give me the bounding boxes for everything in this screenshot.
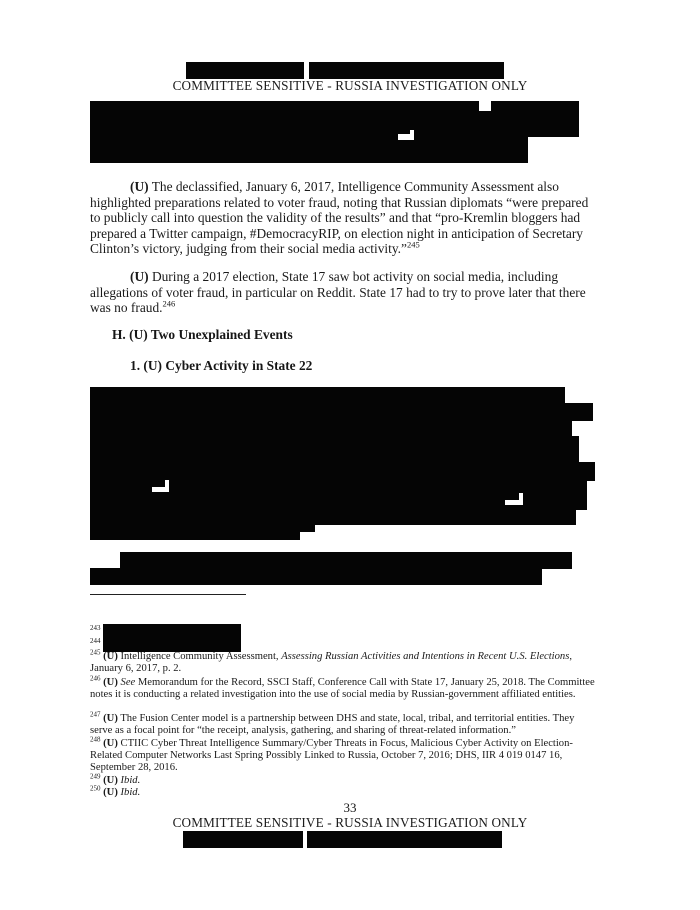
classification-marker: (U) [130, 179, 149, 194]
footnote-number: 246 [90, 674, 101, 683]
footnote-text: The Fusion Center model is a partnership between DHS and state, local, tribal, and territorial entities. They serve as a focal point for “the receipt, analysis, gathering, and sharing of threat-related information.” [90, 713, 575, 737]
redaction-block-3b [90, 568, 542, 585]
redaction-gap-mark [165, 480, 169, 488]
classification-marker: (U) [103, 651, 118, 662]
section-heading: H. (U) Two Unexplained Events [112, 327, 293, 342]
footnote-247 [90, 710, 595, 737]
redaction-block-1b [490, 101, 579, 137]
paragraph-ica [90, 179, 602, 257]
footnote-text: Intelligence Community Assessment, [117, 651, 282, 662]
redaction-block-3 [120, 552, 572, 569]
redaction-header-left [186, 62, 304, 79]
paragraph-text: The declassified, January 6, 2017, Intelligence Community Assessment also highlighted preparations related to voter fraud, noting that Russian diplomats “were prepared to publicly call into question the validity of the results” and that “pro-Kremlin bloggers had prepared a Twitter campaign, #DemocracyRIP, on election night in anticipation of Secretary Clinton’s victory, judging from their social media activity.” [90, 179, 589, 257]
footnote-248 [90, 735, 595, 774]
footnote-text: , January 6, 2017, p. 2. [90, 651, 572, 675]
classification-marker: (U) [103, 738, 118, 749]
footnote-ibid: Ibid. [120, 787, 141, 798]
classification-marker: (U) [103, 775, 118, 786]
footnote-title: Assessing Russian Activities and Intentions in Recent U.S. Elections [281, 651, 570, 662]
footnote-number: 244 [90, 637, 101, 645]
footnote-249 [90, 772, 595, 787]
footnote-number: 250 [90, 784, 101, 793]
classification-marker: (U) [130, 269, 149, 284]
classification-footer: COMMITTEE SENSITIVE - RUSSIA INVESTIGATION ONLY [172, 815, 528, 830]
redaction-footer-left [183, 831, 303, 848]
redaction-block-2f [560, 480, 587, 510]
paragraph-state-17 [90, 269, 602, 316]
redaction-block-2e [560, 462, 595, 481]
footnote-separator [90, 594, 246, 595]
classification-marker: (U) [103, 677, 118, 688]
redaction-block-2g [520, 509, 576, 525]
footnote-ibid: Ibid. [120, 775, 141, 786]
footnote-number: 248 [90, 735, 101, 744]
classification-marker: (U) [103, 713, 118, 724]
redaction-header-right [309, 62, 504, 79]
footnote-ref: 245 [406, 239, 420, 250]
footnote-text: CTIIC Cyber Threat Intelligence Summary/Cyber Threats in Focus, Malicious Cyber Activity on Election-Related Computer Networks Last Spring Possibly Linked to Russia, October 7, 2016; DHS, IIR 4 019 0147 16, September 28, 2016. [90, 738, 573, 774]
redaction-footnotes [103, 624, 241, 652]
footnote-text: Memorandum for the Record, SSCI Staff, Conference Call with State 17, January 25, 2018. The Committee notes it is conducting a related investigation into the use of social media by Russian-government affiliated entities. [90, 677, 595, 701]
redaction-block-1c [490, 136, 528, 163]
footnote-signal: See [120, 677, 136, 688]
redaction-footer-right [307, 831, 502, 848]
footnote-number: 243 [90, 624, 101, 632]
footnote-number: 249 [90, 772, 101, 781]
redaction-block-2c [560, 420, 572, 437]
classification-marker: (U) [103, 787, 118, 798]
redaction-notch [300, 525, 565, 541]
footnote-245 [90, 648, 595, 675]
footnote-ref: 246 [162, 298, 176, 309]
redaction-block-1 [90, 101, 491, 163]
redaction-gap-mark [519, 493, 523, 501]
redaction-gap-mark [479, 101, 491, 111]
redaction-gap-mark [410, 130, 414, 135]
footnote-250 [90, 784, 595, 799]
footnote-246 [90, 674, 595, 701]
redaction-block-2d [560, 436, 579, 462]
footnote-number: 247 [90, 710, 101, 719]
classification-header: COMMITTEE SENSITIVE - RUSSIA INVESTIGATION ONLY [172, 78, 528, 93]
footnote-number: 245 [90, 648, 101, 657]
subsection-heading: 1. (U) Cyber Activity in State 22 [130, 358, 313, 373]
page-number: 33 [343, 800, 357, 815]
redaction-block-2 [90, 387, 565, 540]
redaction-block-2b [560, 403, 593, 421]
redaction-block-2h [300, 525, 315, 532]
paragraph-text: During a 2017 election, State 17 saw bot activity on social media, including allegations of voter fraud, in particular on Reddit. State 17 had to try to prove later that there was no fraud. [90, 269, 586, 316]
